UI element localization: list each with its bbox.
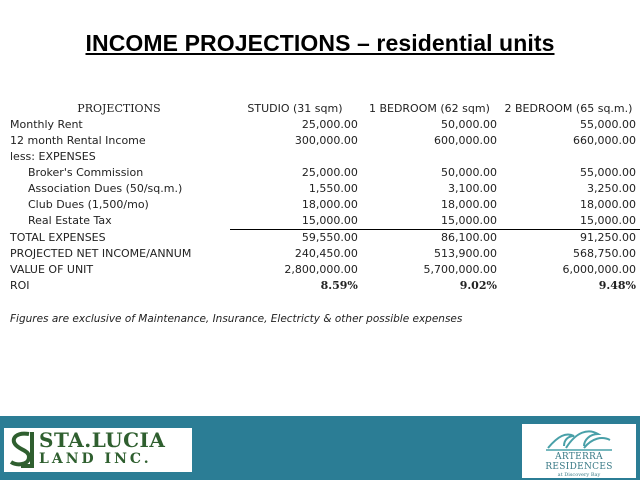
table-header-row	[8, 101, 640, 117]
row-label: Club Dues (1,500/mo)	[28, 198, 149, 211]
sta-lucia-logo-line1: STA.LUCIA	[39, 428, 166, 452]
cell-studio	[230, 149, 360, 165]
cell-1-bedroom: 50,000.00	[440, 118, 497, 131]
cell-1-bedroom: 9.02%	[459, 279, 497, 292]
cell-2-bedroom: 568,750.00	[573, 247, 636, 260]
table-row	[8, 246, 640, 262]
cell-studio: 2,800,000.00	[284, 263, 358, 276]
table-row	[8, 213, 640, 230]
header-projections: PROJECTIONS	[77, 102, 161, 115]
row-label: PROJECTED NET INCOME/ANNUM	[10, 247, 192, 260]
cell-2-bedroom	[499, 149, 640, 165]
cell-studio: 18,000.00	[301, 198, 358, 211]
cell-2-bedroom: 55,000.00	[580, 166, 636, 179]
sta-lucia-logo-icon	[7, 430, 37, 470]
row-label: Monthly Rent	[10, 118, 83, 131]
row-label: TOTAL EXPENSES	[10, 230, 106, 244]
waves-logo-icon	[544, 426, 614, 452]
arterra-name: ARTERRA RESIDENCES	[545, 452, 613, 472]
cell-studio: 1,550.00	[308, 182, 358, 195]
header-2-bedroom: 2 BEDROOM (65 sq.m.)	[504, 102, 633, 115]
cell-1-bedroom: 600,000.00	[433, 134, 497, 147]
cell-studio: 25,000.00	[301, 118, 358, 131]
cell-2-bedroom: 660,000.00	[573, 134, 636, 147]
cell-studio: 300,000.00	[294, 134, 358, 147]
cell-2-bedroom: 6,000,000.00	[562, 263, 636, 276]
row-label: 12 month Rental Income	[10, 134, 146, 147]
cell-studio: 15,000.00	[230, 213, 360, 230]
table-row	[8, 197, 640, 213]
table-row	[8, 181, 640, 197]
cell-1-bedroom: 513,900.00	[433, 247, 497, 260]
arterra-logo	[522, 424, 636, 478]
arterra-tagline: at Discovery Bay	[557, 472, 601, 478]
table-row	[8, 230, 640, 247]
footer-band	[0, 416, 640, 480]
row-label: Real Estate Tax	[28, 214, 112, 228]
cell-1-bedroom: 50,000.00	[440, 166, 497, 179]
table-row	[8, 133, 640, 149]
cell-1-bedroom: 3,100.00	[447, 182, 497, 195]
cell-2-bedroom: 55,000.00	[580, 118, 636, 131]
cell-studio: 25,000.00	[301, 166, 358, 179]
table-row	[8, 117, 640, 133]
header-1-bedroom: 1 BEDROOM (62 sqm)	[368, 102, 490, 115]
header-studio: STUDIO (31 sqm)	[247, 102, 343, 115]
row-label: less: EXPENSES	[10, 150, 96, 163]
row-label: ROI	[10, 279, 30, 292]
cell-2-bedroom: 15,000.00	[499, 213, 640, 230]
cell-2-bedroom: 9.48%	[598, 279, 636, 292]
cell-1-bedroom: 18,000.00	[440, 198, 497, 211]
sta-lucia-logo	[4, 428, 192, 472]
slide-title: INCOME PROJECTIONS – residential units	[85, 30, 555, 56]
row-label: Association Dues (50/sq.m.)	[28, 182, 183, 195]
income-projection-table	[8, 101, 640, 294]
disclaimer-note: Figures are exclusive of Maintenance, Insurance, Electricty & other possible expenses	[10, 313, 463, 325]
cell-studio: 240,450.00	[294, 247, 358, 260]
row-label: VALUE OF UNIT	[10, 263, 94, 276]
cell-studio: 8.59%	[320, 279, 358, 292]
cell-1-bedroom: 15,000.00	[360, 213, 499, 230]
table-row	[8, 165, 640, 181]
table-row	[8, 278, 640, 294]
cell-1-bedroom: 86,100.00	[440, 231, 497, 244]
table-row	[8, 262, 640, 278]
cell-2-bedroom: 91,250.00	[580, 231, 636, 244]
cell-2-bedroom: 18,000.00	[580, 198, 636, 211]
cell-1-bedroom	[360, 149, 499, 165]
row-label: Broker's Commission	[28, 166, 144, 179]
cell-studio: 59,550.00	[301, 231, 358, 244]
sta-lucia-logo-line2: LAND INC.	[39, 451, 152, 467]
cell-2-bedroom: 3,250.00	[587, 182, 636, 195]
table-row	[8, 149, 640, 165]
cell-1-bedroom: 5,700,000.00	[423, 263, 497, 276]
